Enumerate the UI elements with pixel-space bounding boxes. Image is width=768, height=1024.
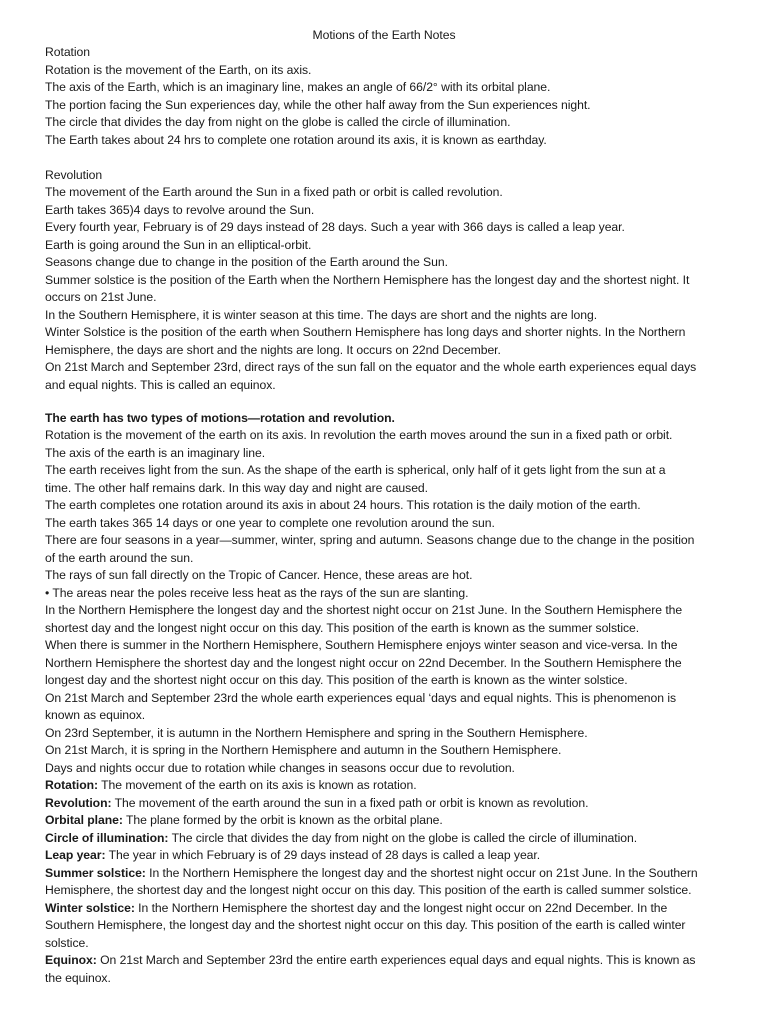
text-line: On 21st March and September 23rd, direct rays of the sun fall on the equator and the whole earth experiences equal days — [45, 360, 697, 374]
text-line: The rays of sun fall directly on the Tropic of Cancer. Hence, these areas are hot. — [45, 568, 473, 582]
text-line: Rotation is the movement of the earth on its axis. In revolution the earth moves around the sun in a fixed path or orbit. — [45, 428, 673, 442]
text-line: The axis of the earth is an imaginary line. — [45, 445, 266, 460]
glossary-entry-leap-year — [45, 847, 540, 865]
text-line: In the Northern Hemisphere the longest day and the shortest night occur on 21st June. In the Southern Hemisphere the — [45, 603, 683, 617]
section-heading-two-motions: The earth has two types of motions—rotation and revolution. — [45, 410, 395, 425]
text-line: The axis of the Earth, which is an imaginary line, makes an angle of 66/2° with its orbital plane. — [45, 80, 551, 94]
glossary-entry-circle-of-illumination — [45, 830, 637, 848]
text-line: Rotation is the movement of the Earth, on its axis. — [45, 62, 312, 77]
text-line: The circle that divides the day from night on the globe is called the circle of illumination. — [45, 115, 511, 129]
glossary-text: The year in which February is of 29 days instead of 28 days is called a leap year. — [105, 848, 541, 862]
text-line: The earth completes one rotation around its axis in about 24 hours. This rotation is the daily motion of the earth. — [45, 498, 641, 512]
glossary-term: Circle of illumination: — [45, 830, 169, 845]
text-line: Every fourth year, February is of 29 days instead of 28 days. Such a year with 366 days is called a leap year. — [45, 220, 625, 234]
document-title: Motions of the Earth Notes — [312, 28, 456, 42]
text-line: Earth is going around the Sun in an elliptical-orbit. — [45, 237, 312, 252]
text-line: Earth takes 365)4 days to revolve around the Sun. — [45, 202, 315, 217]
text-line: In the Southern Hemisphere, it is winter season at this time. The days are short and the nights are long. — [45, 307, 598, 322]
text-line: Summer solstice is the position of the Earth when the Northern Hemisphere has the longest day and the shortest night. It — [45, 272, 690, 287]
glossary-entry-rotation — [45, 777, 417, 795]
glossary-term: Rotation: — [45, 778, 99, 792]
text-line: On 23rd September, it is autumn in the Northern Hemisphere and spring in the Southern Hemisphere. — [45, 725, 588, 740]
text-line: There are four seasons in a year—summer, winter, spring and autumn. Seasons change due to the change in the position — [45, 533, 695, 547]
text-line: of the earth around the sun. — [45, 550, 194, 565]
text-line: Hemisphere, the days are short and the nights are long. It occurs on 22nd December. — [45, 342, 501, 357]
text-line: Days and nights occur due to rotation while changes in seasons occur due to revolution. — [45, 760, 515, 775]
glossary-term: Orbital plane: — [45, 813, 123, 827]
text-line: The portion facing the Sun experiences day, while the other half away from the Sun experiences night. — [45, 97, 591, 112]
text-line: time. The other half remains dark. In this way day and night are caused. — [45, 480, 428, 495]
glossary-term: Summer solstice: — [45, 865, 146, 880]
glossary-continuation — [45, 917, 685, 935]
glossary-text: solstice. — [45, 935, 89, 950]
glossary-text: The movement of the earth on its axis is known as rotation. — [98, 778, 417, 792]
glossary-entry-summer-solstice — [45, 865, 698, 883]
glossary-entry-winter-solstice — [45, 900, 667, 918]
text-line: Seasons change due to change in the position of the Earth around the Sun. — [45, 255, 448, 269]
glossary-text: the equinox. — [45, 970, 111, 985]
text-line: known as equinox. — [45, 708, 146, 722]
glossary-entry-revolution — [45, 795, 588, 813]
text-line: shortest day and the longest night occur on this day. This position of the earth is known as the summer solstice. — [45, 620, 640, 635]
text-line: occurs on 21st June. — [45, 290, 157, 304]
text-line: The earth takes 365 14 days or one year to complete one revolution around the sun. — [45, 515, 495, 530]
section-heading-rotation: Rotation — [45, 45, 90, 59]
text-line: When there is summer in the Northern Hemisphere, Southern Hemisphere enjoys winter season and vice-versa. In the — [45, 638, 678, 652]
text-line: On 21st March, it is spring in the Northern Hemisphere and autumn in the Southern Hemisphere. — [45, 743, 562, 757]
glossary-text: Southern Hemisphere, the longest day and the shortest night occur on this day. This position of the earth is called winter — [45, 918, 686, 932]
glossary-text: On 21st March and September 23rd the entire earth experiences equal days and equal nights. This is known as — [96, 953, 696, 967]
glossary-term: Winter solstice: — [45, 900, 135, 915]
text-line: Northern Hemisphere the shortest day and the longest night occur on 22nd December. In the Southern Hemisphere the — [45, 655, 682, 670]
text-line: longest day and the shortest night occur on this day. This position of the earth is known as the winter solstice. — [45, 673, 628, 687]
glossary-entry-equinox — [45, 952, 695, 970]
text-line: The Earth takes about 24 hrs to complete one rotation around its axis, it is known as earthday. — [45, 132, 547, 147]
bullet-line: • The areas near the poles receive less heat as the rays of the sun are slanting. — [45, 585, 469, 600]
section-heading-revolution: Revolution — [45, 167, 103, 182]
glossary-text: In the Northern Hemisphere the longest day and the shortest night occur on 21st June. In the Southern — [145, 865, 698, 880]
glossary-text: The plane formed by the orbit is known as the orbital plane. — [122, 813, 443, 827]
text-line: On 21st March and September 23rd the whole earth experiences equal ‘days and equal nights. This is phenomenon is — [45, 690, 677, 705]
text-line: The movement of the Earth around the Sun in a fixed path or orbit is called revolution. — [45, 185, 503, 199]
glossary-continuation — [45, 970, 111, 988]
glossary-term: Leap year: — [45, 848, 106, 862]
glossary-term: Revolution: — [45, 795, 112, 810]
text-line: The earth receives light from the sun. As the shape of the earth is spherical, only half of it gets light from the sun at a — [45, 463, 666, 477]
glossary-continuation — [45, 882, 691, 900]
glossary-text: Hemisphere, the shortest day and the longest night occur on this day. This position of the earth is called summer solstice. — [45, 883, 692, 897]
text-line: and equal nights. This is called an equinox. — [45, 377, 276, 392]
glossary-entry-orbital-plane — [45, 812, 443, 830]
glossary-text: The movement of the earth around the sun in a fixed path or orbit is known as revolution. — [111, 795, 589, 810]
glossary-text: The circle that divides the day from night on the globe is called the circle of illumination. — [168, 830, 638, 845]
text-line: Winter Solstice is the position of the earth when Southern Hemisphere has long days and shorter nights. In the Northern — [45, 325, 686, 339]
glossary-text: In the Northern Hemisphere the shortest day and the longest night occur on 22nd December. In the — [134, 900, 668, 915]
glossary-continuation — [45, 935, 89, 953]
glossary-term: Equinox: — [45, 953, 97, 967]
